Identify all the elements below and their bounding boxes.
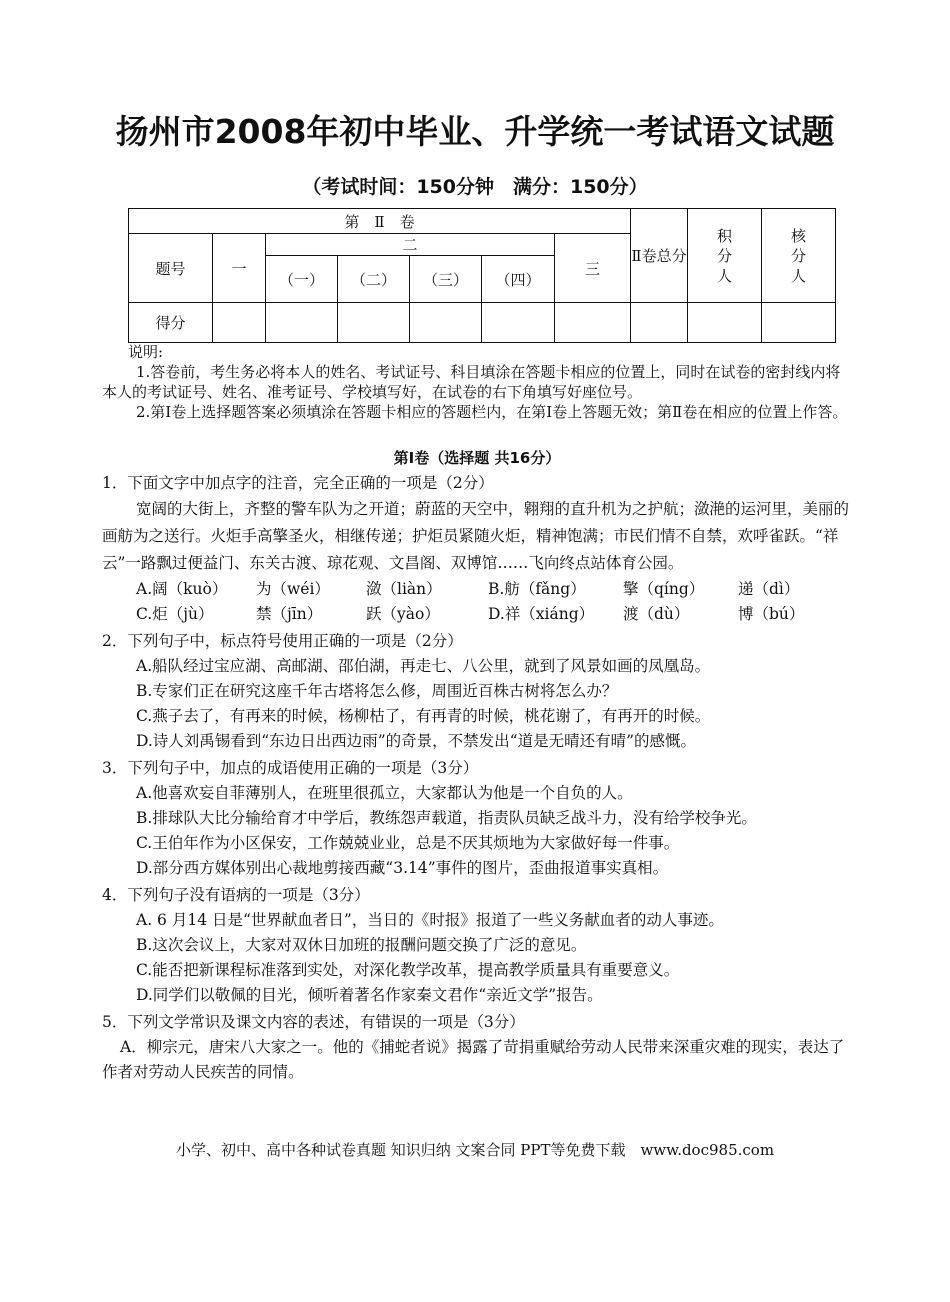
part-one-header: 一 <box>213 234 266 303</box>
section-one-heading: 第Ⅰ卷（选择题 共16分） <box>393 449 561 467</box>
q1-option: B.舫（fǎng） <box>488 580 586 598</box>
q1-option: 为（wéi） <box>256 580 330 598</box>
score-cell <box>762 303 836 343</box>
score-cell <box>555 303 631 343</box>
checker-header: 核分人 <box>762 209 836 303</box>
q4-option-a: A. 6 月14 日是“世界献血者日”，当日的《时报》报道了一些义务献血者的动人事迹。 <box>136 911 724 929</box>
instruction-2: 2.第Ⅰ卷上选择题答案必须填涂在答题卡相应的答题栏内，在第Ⅰ卷上答题无效；第Ⅱ卷在相应的位置上作答。 <box>136 403 848 421</box>
question-block <box>102 446 852 1085</box>
q2-option-a: A.船队经过宝应湖、高邮湖、邵伯湖，再走七、八公里，就到了风景如画的凤凰岛。 <box>136 657 711 675</box>
vol2-total-header: Ⅱ卷总分 <box>631 209 688 303</box>
instructions-heading: 说明: <box>128 343 164 361</box>
q2-stem: 2．下列句子中，标点符号使用正确的一项是（2分） <box>102 632 463 650</box>
q4-option-c: C.能否把新课程标准落到实处，对深化教学改革，提高教学质量具有重要意义。 <box>136 961 680 979</box>
q4-option-d: D.同学们以敬佩的目光，倾听着著名作家秦文君作“亲近文学”报告。 <box>136 986 603 1004</box>
q5-stem: 5．下列文学常识及课文内容的表述，有错误的一项是（3分） <box>102 1013 525 1031</box>
part-two-sub4: （四） <box>482 256 555 303</box>
score-cell <box>266 303 338 343</box>
instruction-1: 1.答卷前，考生务必将本人的姓名、考试证号、科目填涂在答题卡相应的位置上，同时在试卷的密封线内将本人的考试证号、姓名、准考证号、学校填写好，在试卷的右下角填写好座位号。 <box>102 363 841 401</box>
q1-option: 潋（liàn） <box>366 580 442 598</box>
scorer-header: 积分人 <box>688 209 762 303</box>
q4-stem: 4．下列句子没有语病的一项是（3分） <box>102 886 370 904</box>
q3-option-c: C.王伯年作为小区保安，工作兢兢业业，总是不厌其烦地为大家做好每一件事。 <box>136 834 680 852</box>
page-title: 扬州市2008年初中毕业、升学统一考试语文试题 <box>115 112 835 151</box>
q2-option-d: D.诗人刘禹锡看到“东边日出西边雨”的奇景，不禁发出“道是无晴还有晴”的感慨。 <box>136 732 697 750</box>
q1-option: 渡（dù） <box>623 605 690 623</box>
q1-options-row1 <box>102 577 852 602</box>
part-two-sub1: （一） <box>266 256 338 303</box>
q3-stem: 3．下列句子中，加点的成语使用正确的一项是（3分） <box>102 759 479 777</box>
score-cell <box>631 303 688 343</box>
part-three-header: 三 <box>555 234 631 303</box>
q1-stem: 1．下面文字中加点字的注音，完全正确的一项是（2分） <box>102 474 494 492</box>
q2-option-c: C.燕子去了，有再来的时候，杨柳枯了，有再青的时候，桃花谢了，有再开的时候。 <box>136 707 711 725</box>
q1-option: 擎（qíng） <box>623 580 705 598</box>
part-two-sub2: （二） <box>338 256 410 303</box>
q1-option: D.祥（xiáng） <box>488 605 595 623</box>
exam-info: （考试时间：150分钟 满分：150分） <box>302 176 648 198</box>
q2-option-b: B.专家们正在研究这座千年古塔将怎么修，周围近百株古树将怎么办？ <box>136 682 618 700</box>
q1-passage: 宽阔的大街上，齐整的警车队为之开道；蔚蓝的天空中，翱翔的直升机为之护航；潋滟的运河里，美丽的画舫为之送行。火炬手高擎圣火，相继传递；护炬员紧随火炬，精神饱满；市民们情不自禁，欢呼雀跃。“祥云”一路飘过便益门、东关古渡、琼花观、文昌阁、双博馆……飞向终点站体育公园。 <box>102 500 850 572</box>
instructions <box>102 342 852 422</box>
q3-option-b: B.排球队大比分输给育才中学后，教练怨声载道，指责队员缺乏战斗力，没有给学校争光。 <box>136 809 757 827</box>
q1-option: 禁（jīn） <box>256 605 323 623</box>
q1-option: A.阔（kuò） <box>136 580 228 598</box>
score-cell <box>688 303 762 343</box>
q1-option: 跃（yào） <box>366 605 440 623</box>
q1-option: 递（dì） <box>738 580 800 598</box>
part-two-header: 二 <box>266 234 555 256</box>
q1-option: 博（bú） <box>738 605 805 623</box>
score-row-label: 得分 <box>129 303 213 343</box>
q4-option-b: B.这次会议上，大家对双休日加班的报酬问题交换了广泛的意见。 <box>136 936 587 954</box>
q3-option-a: A.他喜欢妄自菲薄别人，在班里很孤立，大家都认为他是一个自负的人。 <box>136 784 633 802</box>
q5-option-a: A．柳宗元，唐宋八大家之一。他的《捕蛇者说》揭露了苛捐重赋给劳动人民带来深重灾难的现实，表达了作者对劳动人民疾苦的同情。 <box>102 1038 845 1081</box>
vol2-header: 第 Ⅱ 卷 <box>129 209 631 234</box>
score-cell <box>338 303 410 343</box>
question-number-label: 题号 <box>129 234 213 303</box>
score-cell <box>482 303 555 343</box>
score-cell <box>213 303 266 343</box>
score-cell <box>410 303 482 343</box>
q1-option: C.炬（jù） <box>136 605 214 623</box>
page-footer: 小学、初中、高中各种试卷真题 知识归纳 文案合同 PPT等免费下载 www.doc985.com <box>175 1141 775 1159</box>
q3-option-d: D.部分西方媒体别出心裁地剪接西藏“3.14”事件的图片，歪曲报道事实真相。 <box>136 859 669 877</box>
q1-options-row2 <box>102 602 852 627</box>
part-two-sub3: （三） <box>410 256 482 303</box>
score-table <box>128 208 836 343</box>
